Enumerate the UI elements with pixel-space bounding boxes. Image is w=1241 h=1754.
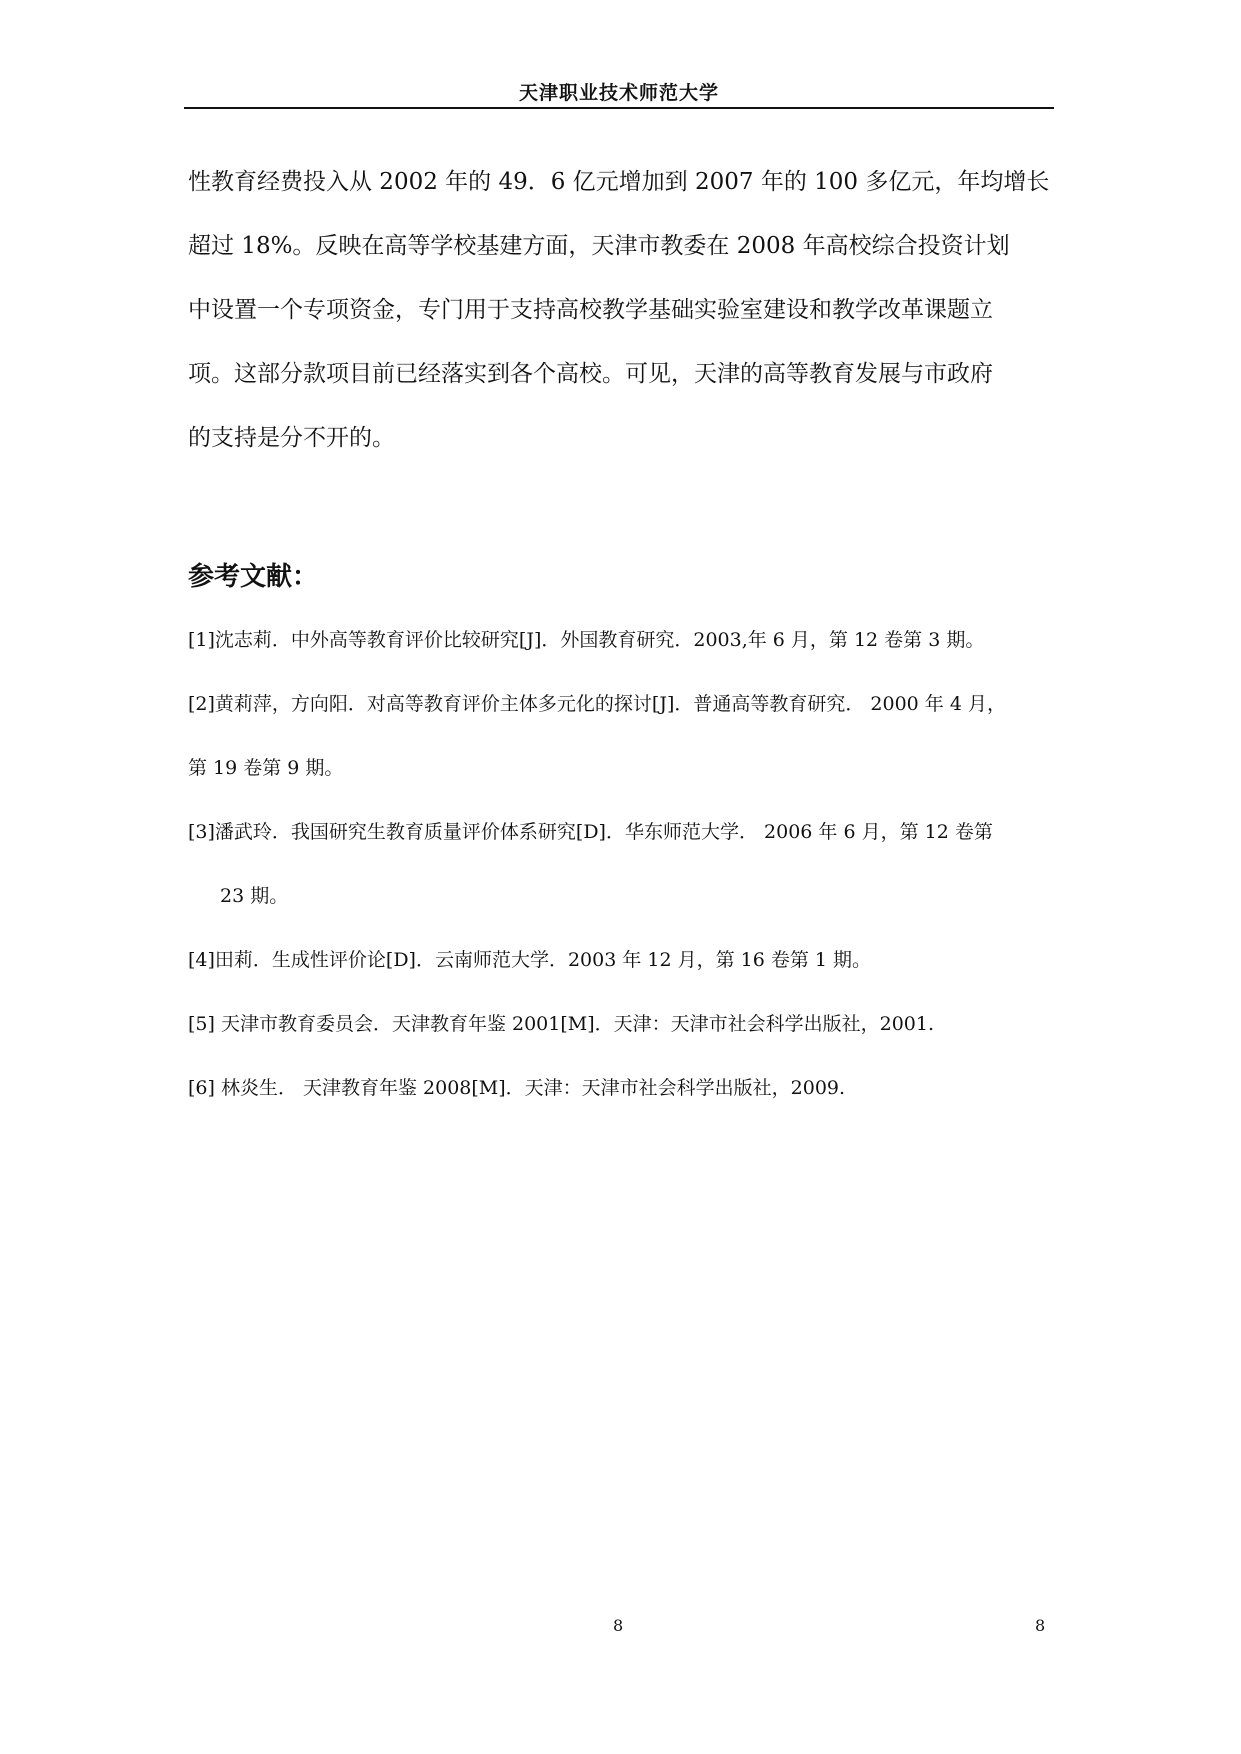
- reference-item: [6] 林炎生． 天津教育年鉴 2008[M]．天津：天津市社会科学出版社，2009.: [188, 1077, 846, 1099]
- paragraph-line: 超过 18%。反映在高等学校基建方面，天津市教委在 2008 年高校综合投资计划: [188, 233, 1010, 259]
- reference-item-continuation: 23 期。: [220, 885, 289, 907]
- reference-item: [3]潘武玲．我国研究生教育质量评价体系研究[D]．华东师范大学． 2006 年 6 月，第 12 卷第: [188, 821, 993, 843]
- header-divider: [184, 107, 1054, 109]
- reference-item: [5] 天津市教育委员会．天津教育年鉴 2001[M]．天津：天津市社会科学出版社，2001.: [188, 1013, 935, 1035]
- paragraph-line: 性教育经费投入从 2002 年的 49．6 亿元增加到 2007 年的 100 多亿元，年均增长: [188, 169, 1050, 195]
- reference-item: [2]黄莉萍，方向阳．对高等教育评价主体多元化的探讨[J]．普通高等教育研究． 2000 年 4 月，: [188, 693, 1006, 715]
- reference-list: [188, 620, 1068, 1132]
- paragraph-line: 的支持是分不开的。: [188, 425, 395, 451]
- page-number-center: 8: [613, 1616, 624, 1635]
- page-number-right: 8: [1035, 1616, 1046, 1635]
- paragraph-line: 项。这部分款项目前已经落实到各个高校。可见，天津的高等教育发展与市政府: [188, 361, 993, 387]
- references-heading: 参考文献：: [188, 562, 319, 592]
- body-paragraph: [188, 162, 1056, 482]
- reference-item: [4]田莉．生成性评价论[D]．云南师范大学．2003 年 12 月，第 16 卷第 1 期。: [188, 949, 872, 971]
- reference-item: [1]沈志莉．中外高等教育评价比较研究[J]．外国教育研究．2003,年 6 月，第 12 卷第 3 期。: [188, 629, 985, 651]
- page-header-title: 天津职业技术师范大学: [518, 82, 719, 104]
- paragraph-line: 中设置一个专项资金，专门用于支持高校教学基础实验室建设和教学改革课题立: [188, 297, 993, 323]
- reference-item-continuation: 第 19 卷第 9 期。: [188, 757, 344, 779]
